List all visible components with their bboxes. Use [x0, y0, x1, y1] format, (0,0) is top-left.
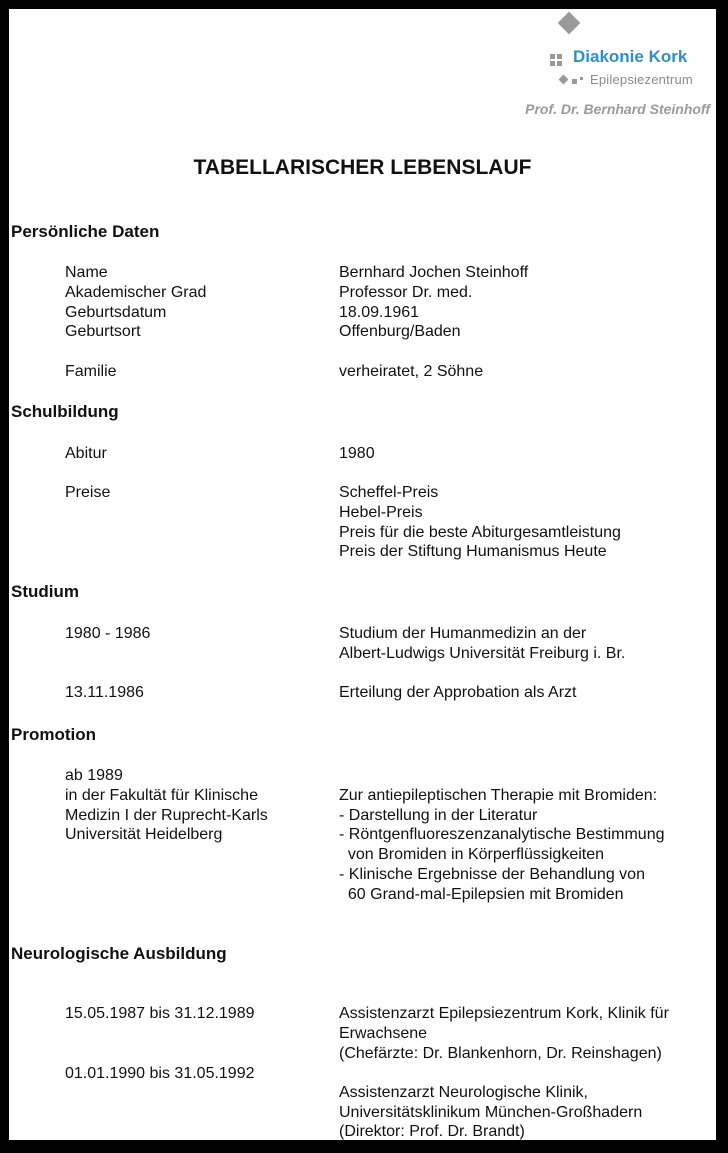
field-value: Professor Dr. med. [339, 284, 473, 301]
field-label: Akademischer Grad [65, 284, 207, 301]
field-label: ab 1989 [65, 767, 123, 784]
field-value: (Chefärzte: Dr. Blankenhorn, Dr. Reinshagen) [339, 1045, 662, 1062]
field-value: von Bromiden in Körperflüssigkeiten [339, 846, 605, 863]
field-value: (Direktor: Prof. Dr. Brandt) [339, 1123, 525, 1140]
section-title-persoenliche-daten: Persönliche Daten [11, 222, 160, 241]
field-value: Studium der Humanmedizin an der [339, 625, 587, 642]
field-value: Hebel-Preis [339, 504, 423, 521]
field-value: 1980 [339, 445, 375, 462]
logo-grid-icon [550, 54, 562, 66]
field-value: 18.09.1961 [339, 304, 420, 321]
author-line: Prof. Dr. Bernhard Steinhoff [525, 101, 710, 117]
field-label: 13.11.1986 [65, 684, 144, 701]
field-label: Universität Heidelberg [65, 826, 223, 843]
diakonie-kork-logo [544, 15, 716, 95]
field-label: Familie [65, 363, 117, 380]
field-value: Bernhard Jochen Steinhoff [339, 264, 529, 281]
section-title-promotion: Promotion [11, 725, 96, 744]
cv-page [9, 9, 716, 1140]
field-label: 01.01.1990 bis 31.05.1992 [65, 1065, 255, 1082]
logo-sub-text: Epilepsiezentrum [590, 72, 693, 87]
logo-diamond-icon [558, 12, 581, 35]
field-value: Zur antiepileptischen Therapie mit Bromiden: [339, 787, 658, 804]
field-label: 1980 - 1986 [65, 625, 151, 642]
field-value: Erteilung der Approbation als Arzt [339, 684, 577, 701]
field-value: verheiratet, 2 Söhne [339, 363, 484, 380]
field-label: Geburtsdatum [65, 304, 167, 321]
field-label: in der Fakultät für Klinische [65, 787, 258, 804]
field-value: Scheffel-Preis [339, 484, 439, 501]
document-title: TABELLARISCHER LEBENSLAUF [193, 156, 532, 179]
section-title-schulbildung: Schulbildung [11, 402, 119, 421]
field-label: 15.05.1987 bis 31.12.1989 [65, 1005, 255, 1022]
field-value: - Röntgenfluoreszenzanalytische Bestimmung [339, 826, 665, 843]
field-value: Erwachsene [339, 1025, 428, 1042]
field-value: Albert-Ludwigs Universität Freiburg i. Br. [339, 645, 626, 662]
field-value: - Darstellung in der Literatur [339, 807, 538, 824]
field-value: Assistenzarzt Neurologische Klinik, [339, 1084, 588, 1101]
field-value: Universitätsklinikum München-Großhadern [339, 1104, 643, 1121]
field-value: Preis für die beste Abiturgesamtleistung [339, 524, 621, 541]
field-value: Offenburg/Baden [339, 323, 461, 340]
field-label: Name [65, 264, 108, 281]
field-value: Preis der Stiftung Humanismus Heute [339, 543, 607, 560]
field-label: Abitur [65, 445, 107, 462]
logo-brand-text: Diakonie Kork [573, 47, 688, 66]
field-label: Medizin I der Ruprecht-Karls [65, 807, 268, 824]
field-value: 60 Grand-mal-Epilepsien mit Bromiden [339, 886, 624, 903]
section-title-studium: Studium [11, 582, 79, 601]
field-value: Assistenzarzt Epilepsiezentrum Kork, Klinik für [339, 1005, 669, 1022]
section-title-neurologische-ausbildung: Neurologische Ausbildung [11, 944, 227, 963]
field-label: Geburtsort [65, 323, 141, 340]
field-label: Preise [65, 484, 111, 501]
field-value: - Klinische Ergebnisse der Behandlung von [339, 866, 645, 883]
